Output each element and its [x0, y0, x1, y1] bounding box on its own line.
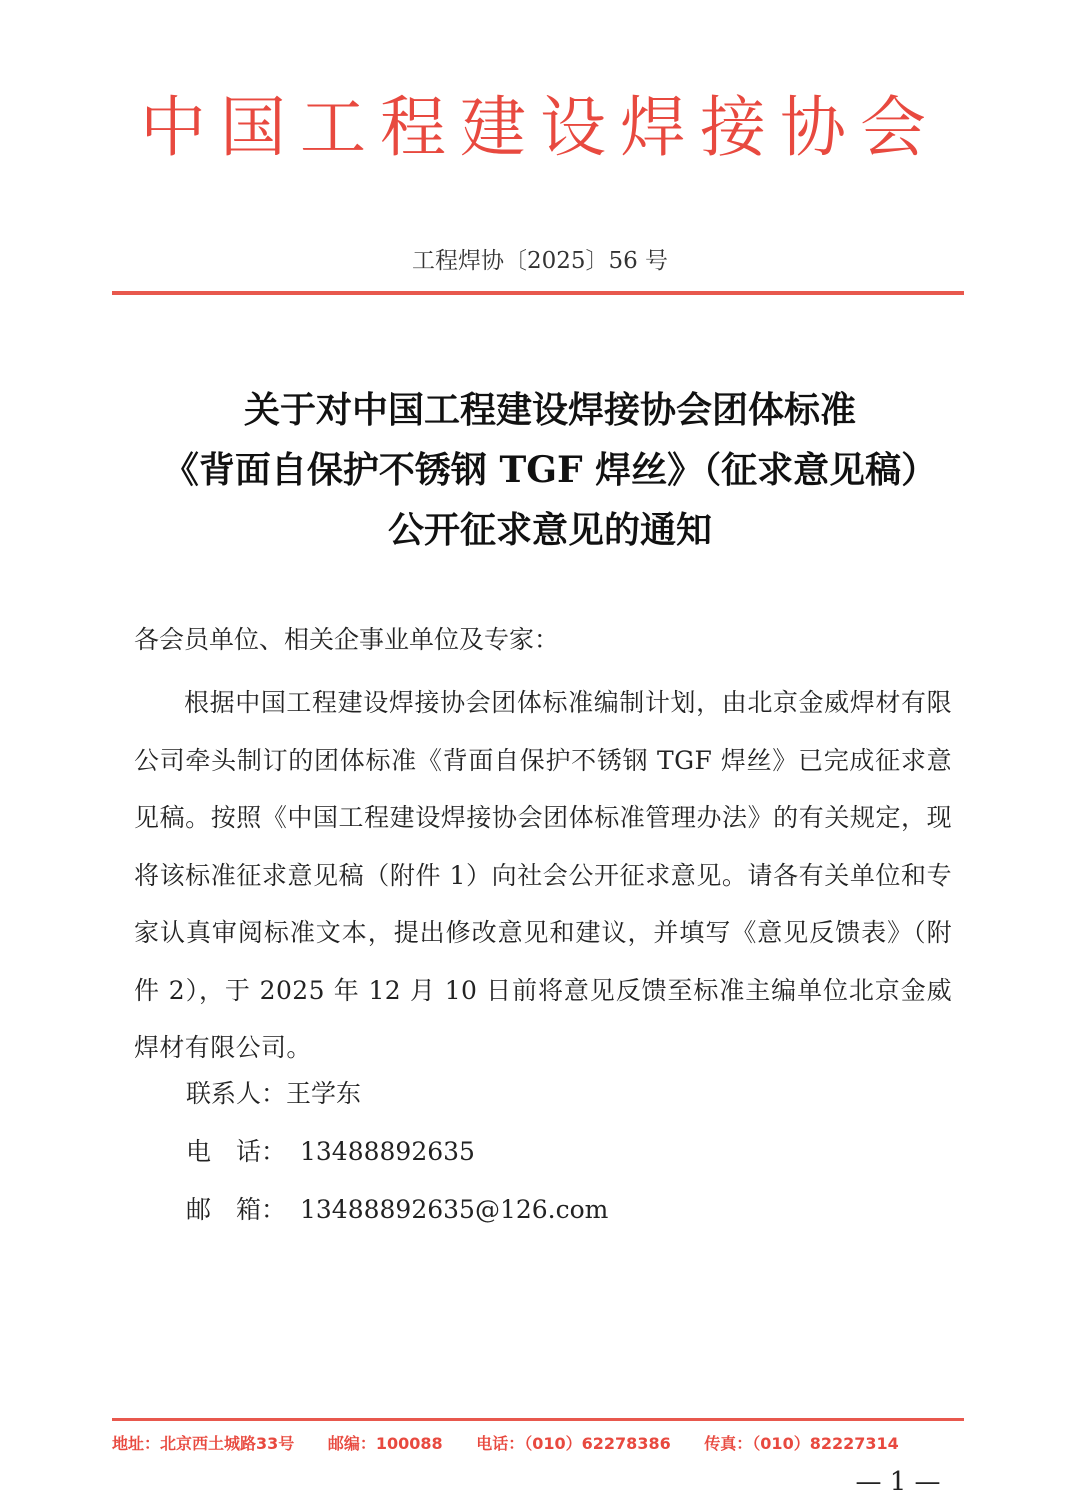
phone-label: 电 话： [186, 1137, 287, 1166]
title-line-3: 公开征求意见的通知 [387, 509, 712, 551]
contact-phone [186, 1130, 475, 1174]
email-value: 13488892635@126.com [300, 1195, 609, 1224]
document-number: 工程焊协〔2025〕56 号 [411, 248, 669, 274]
footer-address: 地址：北京西土城路33号 [112, 1434, 295, 1453]
header-divider [112, 291, 964, 295]
footer-divider [112, 1418, 964, 1421]
contact-email [186, 1188, 608, 1232]
contact-person [186, 1072, 361, 1116]
contact-person-value: 王学东 [286, 1079, 362, 1108]
title-line-2: 《背面自保护不锈钢 TGF 焊丝》（征求意见稿） [162, 449, 938, 491]
footer-contact-line [112, 1432, 972, 1456]
footer-phone: 电话：（010）62278386 [476, 1434, 671, 1453]
body-paragraph: 根据中国工程建设焊接协会团体标准编制计划，由北京金威焊材有限公司牵头制订的团体标准《背面自保护不锈钢 TGF 焊丝》已完成征求意见稿。按照《中国工程建设焊接协会团体标准管理办法》的有关规定，现将该标准征求意见稿（附件 1）向社会公开征求意见。请各有关单位和专家认真审阅标准文本，提出修改意见和建议，并填写《意见反馈表》（附件 2），于 2025 年 12 月 10 日前将意见反馈至标准主编单位北京金威焊材有限公司。 [134, 688, 952, 1062]
contact-person-label: 联系人： [186, 1079, 287, 1108]
email-label: 邮 箱： [186, 1195, 287, 1224]
page-number: — 1 — [855, 1467, 941, 1497]
addressee: 各会员单位、相关企事业单位及专家： [134, 625, 560, 654]
notice-title [110, 380, 990, 560]
phone-value: 13488892635 [300, 1137, 475, 1166]
title-line-1: 关于对中国工程建设焊接协会团体标准 [243, 389, 856, 431]
organization-header: 中国工程建设焊接协会 [140, 89, 940, 166]
footer-postcode: 邮编：100088 [327, 1434, 443, 1453]
footer-fax: 传真：（010）82227314 [704, 1434, 899, 1453]
